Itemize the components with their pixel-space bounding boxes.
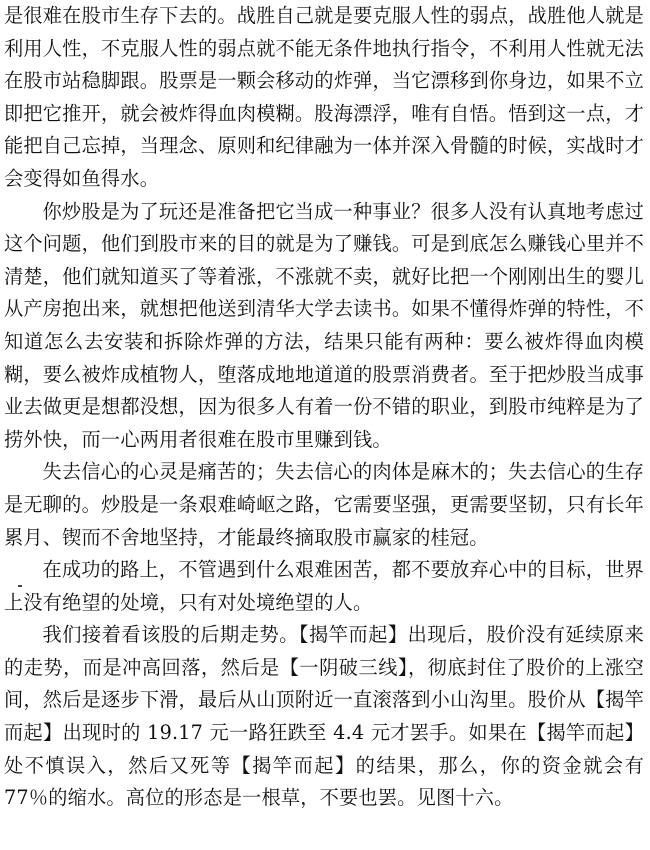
paragraph-5: 我们接着看该股的后期走势。【揭竿而起】出现后，股价没有延续原来的走势，而是冲高回落，然后是【一阴破三线】，彻底封住了股价的上涨空间，然后是逐步下滑，最后从山顶附近一直滚落到小山沟里。股价从【揭竿而起】出现时的 19.17 元一路狂跌至 4.4 元才罢手。如果在【揭竿而起】处不慎误入，然后又死等【揭竿而起】的结果，那么，你的资金就会有 77％的缩水。高位的形态是一根草，不要也罢。见图十六。 (4, 623, 644, 810)
paragraph-2: 你炒股是为了玩还是准备把它当成一种事业？很多人没有认真地考虑过这个问题，他们到股市来的目的就是为了赚钱。可是到底怎么赚钱心里并不清楚，他们就知道买了等着涨，不涨就不卖，就好比把一个刚刚出生的婴儿从产房抱出来，就想把他送到清华大学去读书。如果不懂得炸弹的特性，不知道怎么去安装和拆除炸弹的方法，结果只能有两种：要么被炸得血肉模糊，要么被炸成植物人，堕落成地地道道的股票消费者。至于把炒股当成事业去做更是想都没想，因为很多人有着一份不错的职业，到股市纯粹是为了捞外快，而一心两用者很难在股市里赚到钱。 (4, 199, 644, 451)
paragraph-3: 失去信心的心灵是痛苦的；失去信心的肉体是麻木的；失去信心的生存是无聊的。炒股是一条艰难崎岖之路，它需要坚强，更需要坚韧，只有长年累月、锲而不舍地坚持，才能最终摘取股市赢家的桂冠。 (4, 460, 644, 549)
paragraph-1: 是很难在股市生存下去的。战胜自己就是要克服人性的弱点，战胜他人就是利用人性，不克服人性的弱点就不能无条件地执行指令，不利用人性就无法在股市站稳脚跟。股票是一颗会移动的炸弹，当它漂移到你身边，如果不立即把它推开，就会被炸得血肉模糊。股海漂浮，唯有自悟。悟到这一点，才能把自己忘掉，当理念、原则和纪律融为一体并深入骨髓的时候，实战时才会变得如鱼得水。 (4, 4, 644, 190)
paragraph-4: 在成功的路上，不管遇到什么艰难困苦，都不要放弃心中的目标，世界上没有绝望的处境，只有对处境绝望的人。 (4, 558, 644, 614)
scan-mark (18, 585, 22, 587)
